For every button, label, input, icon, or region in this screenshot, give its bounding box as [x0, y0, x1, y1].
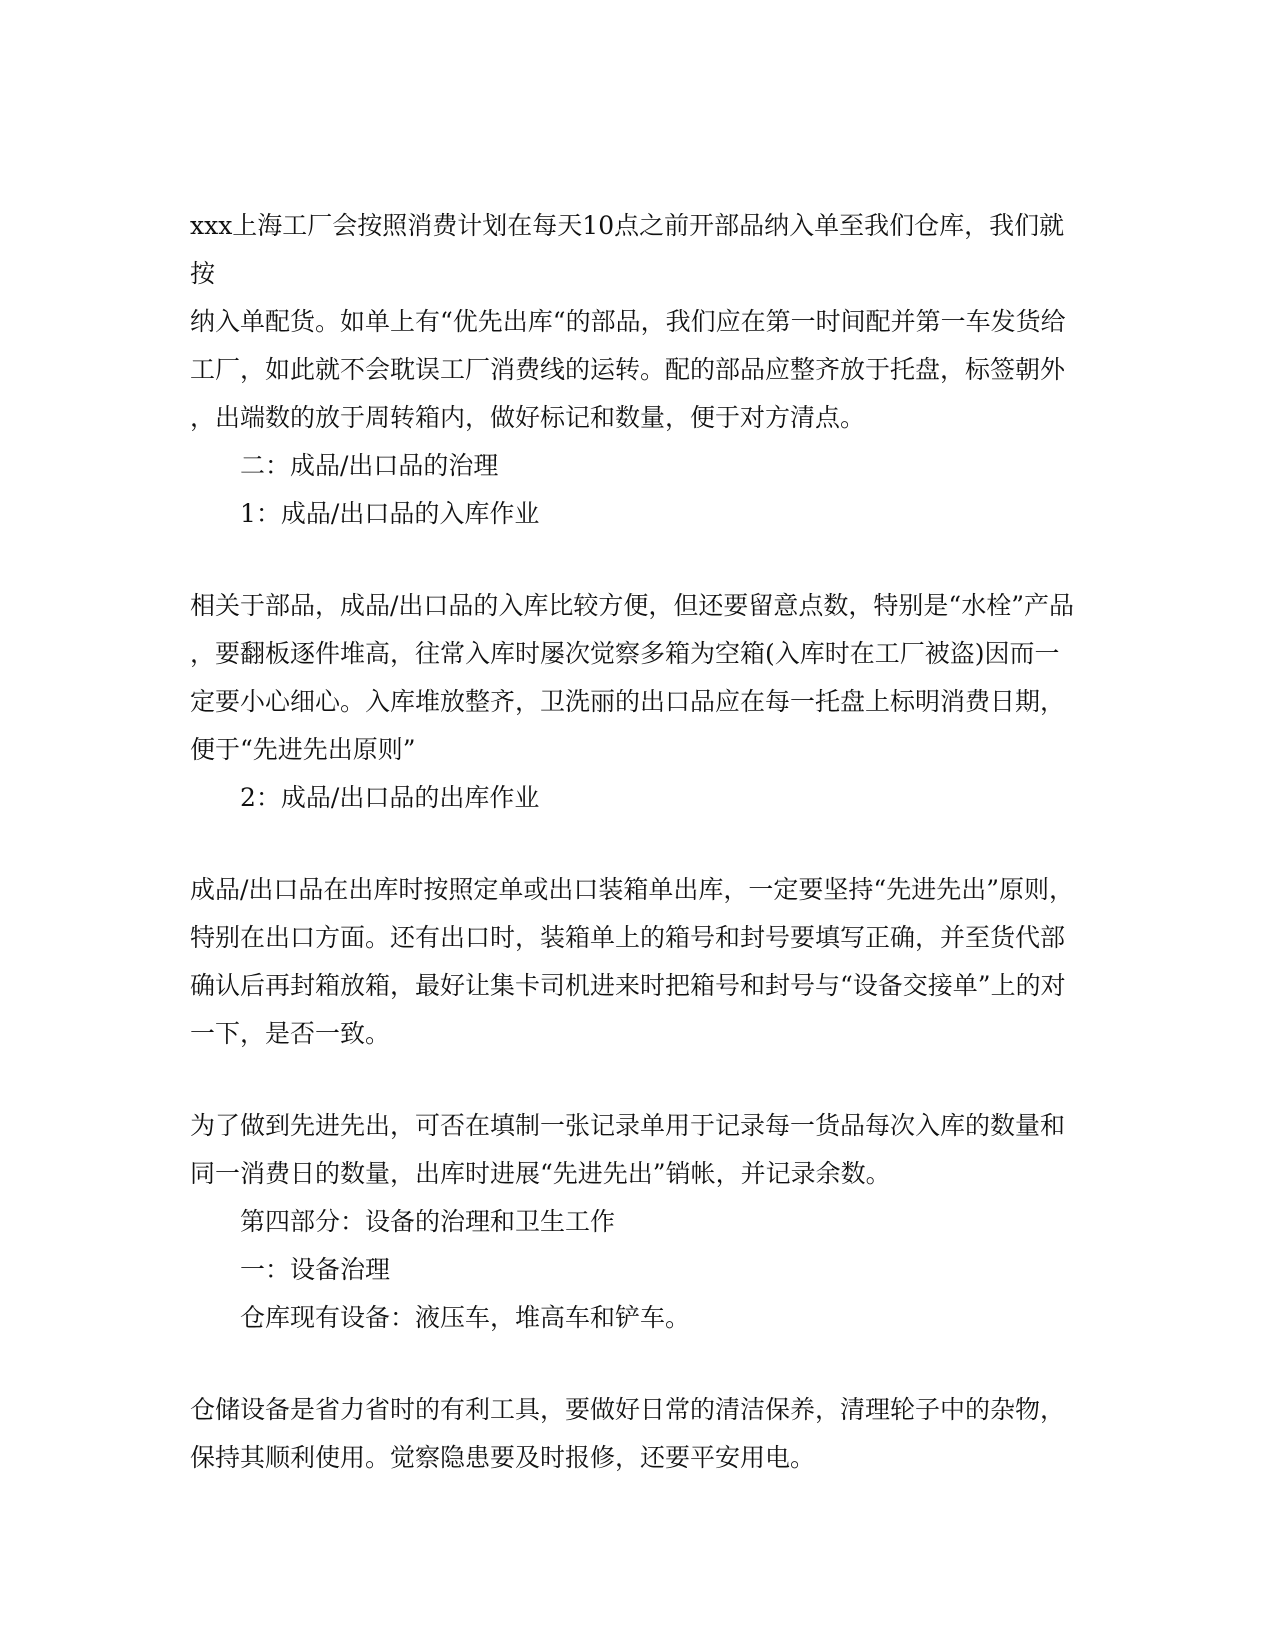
text-line: 工厂，如此就不会耽误工厂消费线的运转。配的部品应整齐放于托盘，标签朝外 — [190, 355, 1066, 384]
document-body — [190, 202, 1085, 1482]
text-line: 相关于部品，成品/出口品的入库比较方便，但还要留意点数，特别是“水栓”产品 — [190, 591, 1074, 620]
equipment-list-line — [190, 1294, 1085, 1342]
heading-line: 2：成品/出口品的出库作业 — [240, 783, 540, 812]
text-line: xxx上海工厂会按照消费计划在每天10点之前开部品纳入单至我们仓库，我们就按 — [190, 211, 1065, 288]
heading-line: 第四部分：设备的治理和卫生工作 — [240, 1207, 616, 1236]
text-line: 一下，是否一致。 — [190, 1019, 391, 1048]
text-line: 同一消费日的数量，出库时进展“先进先出”销帐，并记录余数。 — [190, 1159, 891, 1188]
heading-line: 1：成品/出口品的入库作业 — [240, 499, 540, 528]
section-heading-finished-goods — [190, 442, 1085, 490]
paragraph-parts-delivery — [190, 202, 1085, 442]
text-line: 特别在出口方面。还有出口时，装箱单上的箱号和封号要填写正确，并至货代部 — [190, 923, 1066, 952]
heading-line: 仓库现有设备：液压车，堆高车和铲车。 — [240, 1303, 691, 1332]
paragraph-inbound — [190, 582, 1085, 774]
subsection-heading-outbound — [190, 774, 1085, 822]
text-line: 纳入单配货。如单上有“优先出库“的部品，我们应在第一时间配并第一车发货给 — [190, 307, 1066, 336]
text-line: 仓储设备是省力省时的有利工具，要做好日常的清洁保养，清理轮子中的杂物， — [190, 1395, 1066, 1424]
text-line: ，出端数的放于周转箱内，做好标记和数量，便于对方清点。 — [190, 403, 866, 432]
paragraph-outbound — [190, 866, 1085, 1058]
text-line: 成品/出口品在出库时按照定单或出口装箱单出库，一定要坚持“先进先出”原则， — [190, 875, 1074, 904]
section-heading-equipment-management — [190, 1246, 1085, 1294]
heading-line: 一：设备治理 — [240, 1255, 391, 1284]
paragraph-fifo-record — [190, 1102, 1085, 1198]
text-line: 保持其顺利使用。觉察隐患要及时报修，还要平安用电。 — [190, 1443, 816, 1472]
text-line: 定要小心细心。入库堆放整齐，卫洗丽的出口品应在每一托盘上标明消费日期， — [190, 687, 1066, 716]
text-line: 便于“先进先出原则” — [190, 735, 416, 764]
heading-line: 二：成品/出口品的治理 — [240, 451, 499, 480]
text-line: ，要翻板逐件堆高，往常入库时屡次觉察多箱为空箱(入库时在工厂被盗)因而一 — [190, 639, 1060, 668]
text-line: 为了做到先进先出，可否在填制一张记录单用于记录每一货品每次入库的数量和 — [190, 1111, 1066, 1140]
text-line: 确认后再封箱放箱，最好让集卡司机进来时把箱号和封号与“设备交接单”上的对 — [190, 971, 1066, 1000]
subsection-heading-inbound — [190, 490, 1085, 538]
part-heading-equipment — [190, 1198, 1085, 1246]
paragraph-equipment-care — [190, 1386, 1085, 1482]
